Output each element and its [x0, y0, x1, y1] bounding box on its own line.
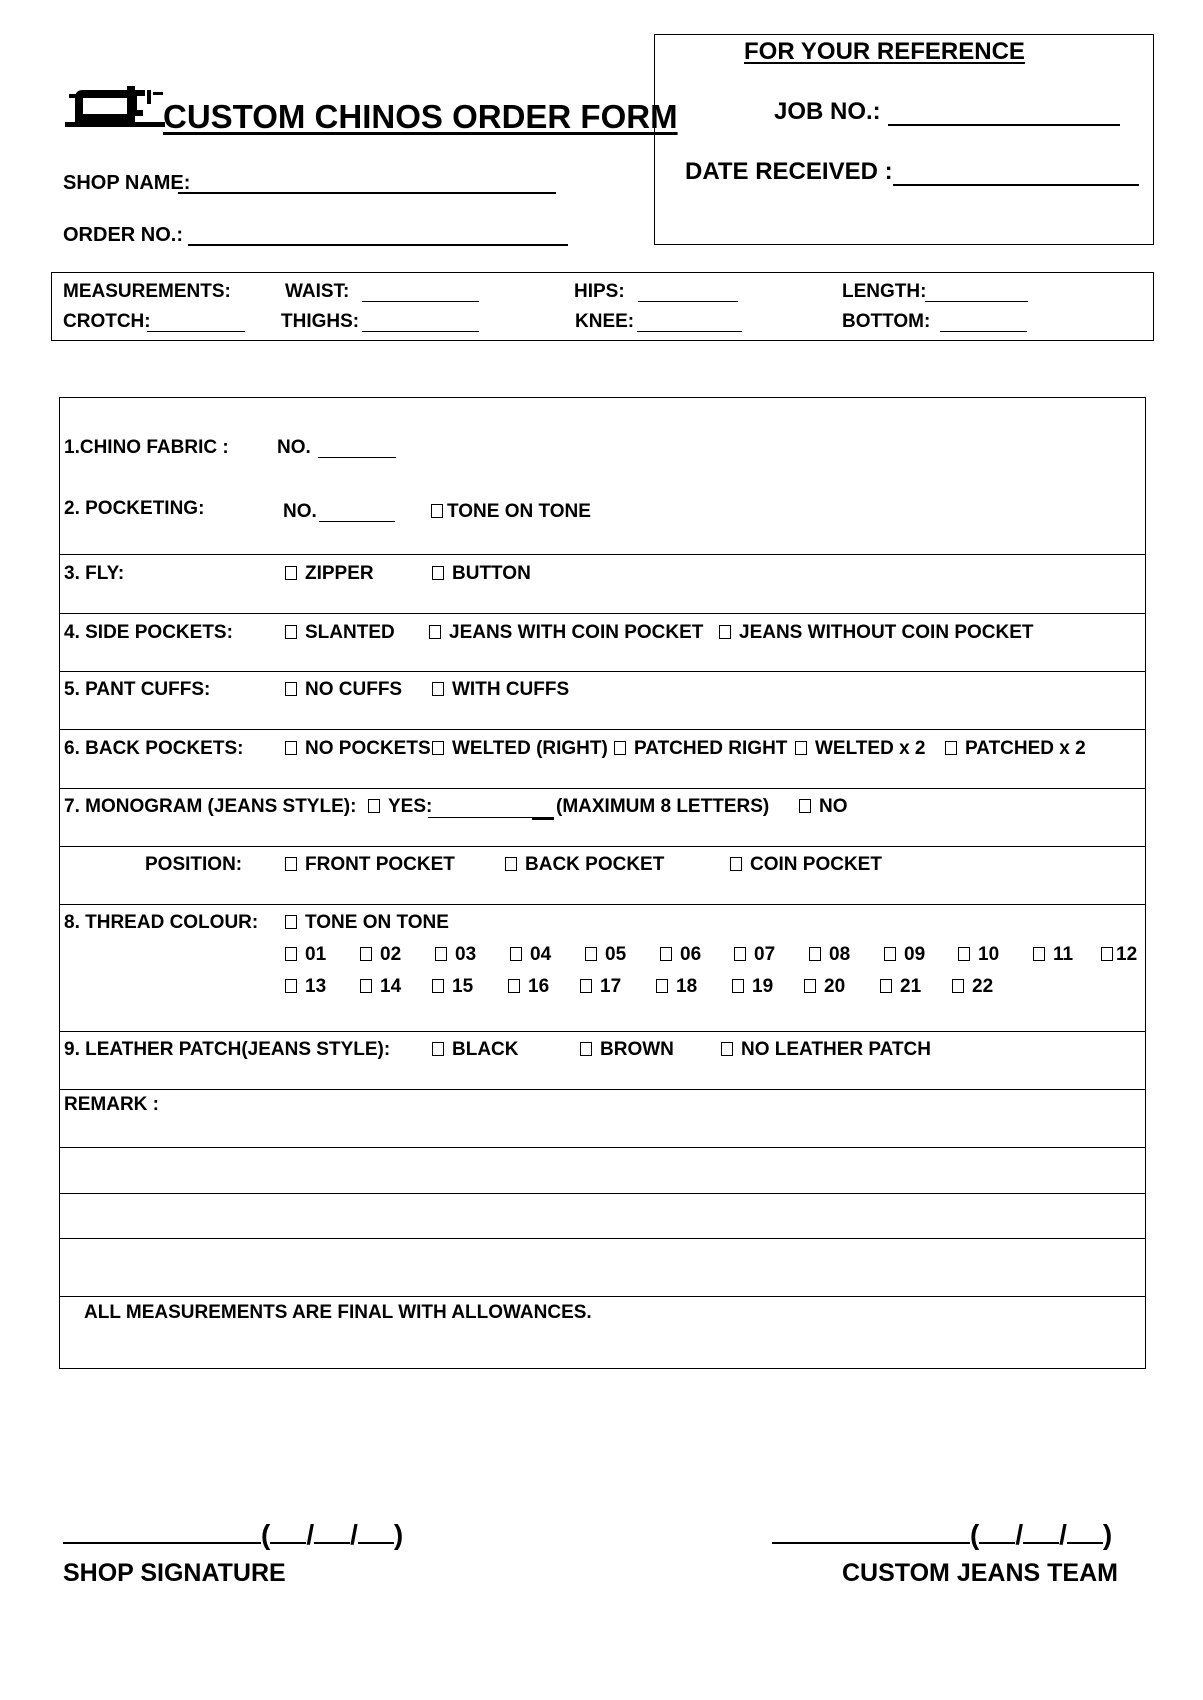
- knee-field[interactable]: [637, 331, 742, 332]
- team-signature-line[interactable]: ( / / ): [772, 1519, 1112, 1551]
- checkbox-icon: [795, 741, 807, 755]
- checkbox-icon: [508, 979, 520, 993]
- thread-11[interactable]: 11: [1033, 944, 1073, 966]
- fly-button-option[interactable]: BUTTON: [432, 563, 531, 585]
- remark-label: REMARK :: [64, 1094, 159, 1115]
- row-divider: [59, 788, 1145, 789]
- back-no-pockets-option[interactable]: NO POCKETS: [285, 738, 431, 760]
- row-divider: [59, 1089, 1145, 1090]
- checkbox-icon: [1033, 947, 1045, 961]
- thighs-field[interactable]: [362, 331, 479, 332]
- checkbox-icon: [435, 947, 447, 961]
- checkbox-icon: [432, 682, 444, 696]
- shop-name-field[interactable]: [178, 192, 556, 194]
- coin-pocket-option[interactable]: COIN POCKET: [730, 854, 882, 876]
- checkbox-icon: [952, 979, 964, 993]
- back-patched-right-option[interactable]: PATCHED RIGHT: [614, 738, 787, 760]
- checkbox-icon: [505, 857, 517, 871]
- pocketing-tone-option[interactable]: TONE ON TONE: [431, 501, 591, 523]
- checkbox-icon: [360, 979, 372, 993]
- fabric-no-field[interactable]: [318, 457, 396, 458]
- hips-field[interactable]: [638, 301, 738, 302]
- checkbox-icon: [432, 566, 444, 580]
- leather-brown-option[interactable]: BROWN: [580, 1039, 674, 1061]
- checkbox-icon: [585, 947, 597, 961]
- thread-05[interactable]: 05: [585, 944, 626, 966]
- no-leather-patch-option[interactable]: NO LEATHER PATCH: [721, 1039, 931, 1061]
- row-divider: [59, 613, 1145, 614]
- bottom-label: BOTTOM:: [842, 311, 931, 332]
- checkbox-icon: [580, 979, 592, 993]
- bottom-field[interactable]: [940, 331, 1027, 332]
- checkbox-icon: [945, 741, 957, 755]
- checkbox-icon: [429, 625, 441, 639]
- monogram-yes-option[interactable]: YES:: [368, 796, 432, 818]
- thread-18[interactable]: 18: [656, 976, 697, 998]
- side-jeans-coin-option[interactable]: JEANS WITH COIN POCKET: [429, 622, 703, 644]
- waist-field[interactable]: [362, 301, 479, 302]
- row-divider: [59, 554, 1145, 555]
- knee-label: KNEE:: [575, 311, 635, 332]
- order-no-field[interactable]: [188, 244, 568, 246]
- thread-03[interactable]: 03: [435, 944, 476, 966]
- with-cuffs-option[interactable]: WITH CUFFS: [432, 679, 569, 701]
- thread-15[interactable]: 15: [432, 976, 473, 998]
- row-divider: [59, 729, 1145, 730]
- row-divider: [59, 904, 1145, 905]
- checkbox-icon: [884, 947, 896, 961]
- order-no-label: ORDER NO.:: [63, 224, 183, 246]
- thread-12[interactable]: 12: [1101, 944, 1137, 966]
- checkbox-icon: [734, 947, 746, 961]
- thread-22[interactable]: 22: [952, 976, 993, 998]
- crotch-field[interactable]: [147, 331, 245, 332]
- back-welted-right-option[interactable]: WELTED (RIGHT): [432, 738, 608, 760]
- hips-label: HIPS:: [574, 281, 625, 302]
- thread-19[interactable]: 19: [732, 976, 773, 998]
- allowances-note: ALL MEASUREMENTS ARE FINAL WITH ALLOWANCES.: [84, 1302, 592, 1323]
- pocketing-no-field[interactable]: [319, 521, 395, 522]
- position-label: POSITION:: [145, 854, 243, 875]
- fly-zipper-option[interactable]: ZIPPER: [285, 563, 374, 585]
- sewing-machine-icon: [65, 80, 165, 130]
- date-received-field[interactable]: [893, 184, 1139, 186]
- checkbox-icon: [880, 979, 892, 993]
- side-pockets-label: 4. SIDE POCKETS:: [64, 622, 233, 643]
- team-signature-label: CUSTOM JEANS TEAM: [842, 1559, 1118, 1587]
- back-patched-x2-option[interactable]: PATCHED x 2: [945, 738, 1086, 760]
- checkbox-icon: [432, 741, 444, 755]
- checkbox-icon: [804, 979, 816, 993]
- shop-name-label: SHOP NAME:: [63, 172, 191, 194]
- form-title: CUSTOM CHINOS ORDER FORM: [163, 98, 678, 135]
- no-cuffs-option[interactable]: NO CUFFS: [285, 679, 402, 701]
- thread-07[interactable]: 07: [734, 944, 775, 966]
- checkbox-icon: [285, 947, 297, 961]
- row-divider: [59, 671, 1145, 672]
- length-field[interactable]: [925, 301, 1028, 302]
- front-pocket-option[interactable]: FRONT POCKET: [285, 854, 455, 876]
- thread-colour-label: 8. THREAD COLOUR:: [64, 912, 259, 933]
- checkbox-icon: [958, 947, 970, 961]
- leather-black-option[interactable]: BLACK: [432, 1039, 519, 1061]
- job-no-label: JOB NO.:: [774, 98, 881, 125]
- date-received-label: DATE RECEIVED :: [685, 158, 893, 185]
- thread-16[interactable]: 16: [508, 976, 549, 998]
- thread-13[interactable]: 13: [285, 976, 326, 998]
- checkbox-icon: [368, 799, 380, 813]
- side-slanted-option[interactable]: SLANTED: [285, 622, 395, 644]
- checkbox-icon: [614, 741, 626, 755]
- checkbox-icon: [285, 915, 297, 929]
- checkbox-icon: [1101, 947, 1113, 961]
- thread-09[interactable]: 09: [884, 944, 925, 966]
- back-welted-x2-option[interactable]: WELTED x 2: [795, 738, 926, 760]
- thread-01[interactable]: 01: [285, 944, 326, 966]
- checkbox-icon: [285, 625, 297, 639]
- leather-patch-label: 9. LEATHER PATCH(JEANS STYLE):: [64, 1039, 391, 1060]
- checkbox-icon: [285, 979, 297, 993]
- checkbox-icon: [431, 504, 443, 518]
- monogram-no-option[interactable]: NO: [799, 796, 848, 818]
- checkbox-icon: [721, 1042, 733, 1056]
- side-jeans-nocoin-option[interactable]: JEANS WITHOUT COIN POCKET: [719, 622, 1034, 644]
- checkbox-icon: [799, 799, 811, 813]
- thread-10[interactable]: 10: [958, 944, 999, 966]
- back-pockets-label: 6. BACK POCKETS:: [64, 738, 244, 759]
- thread-14[interactable]: 14: [360, 976, 401, 998]
- thread-06[interactable]: 06: [660, 944, 701, 966]
- checkbox-icon: [510, 947, 522, 961]
- checkbox-icon: [285, 741, 297, 755]
- back-pocket-option[interactable]: BACK POCKET: [505, 854, 664, 876]
- checkbox-icon: [285, 682, 297, 696]
- checkbox-icon: [285, 566, 297, 580]
- thread-02[interactable]: 02: [360, 944, 401, 966]
- shop-signature-label: SHOP SIGNATURE: [63, 1559, 286, 1587]
- fly-label: 3. FLY:: [64, 563, 125, 584]
- checkbox-icon: [432, 979, 444, 993]
- checkbox-icon: [432, 1042, 444, 1056]
- checkbox-icon: [656, 979, 668, 993]
- checkbox-icon: [809, 947, 821, 961]
- fabric-label: 1.CHINO FABRIC :: [64, 437, 229, 458]
- checkbox-icon: [360, 947, 372, 961]
- thighs-label: THIGHS:: [281, 311, 360, 332]
- thread-17[interactable]: 17: [580, 976, 621, 998]
- length-label: LENGTH:: [842, 281, 927, 302]
- thread-04[interactable]: 04: [510, 944, 551, 966]
- thread-20[interactable]: 20: [804, 976, 845, 998]
- row-divider: [59, 1031, 1145, 1032]
- thread-08[interactable]: 08: [809, 944, 850, 966]
- checkbox-icon: [719, 625, 731, 639]
- checkbox-icon: [660, 947, 672, 961]
- remark-field[interactable]: [60, 1140, 1144, 1290]
- row-divider: [59, 1296, 1145, 1297]
- checkbox-icon: [732, 979, 744, 993]
- waist-label: WAIST:: [285, 281, 350, 302]
- checkbox-icon: [580, 1042, 592, 1056]
- row-divider: [59, 846, 1145, 847]
- pocketing-no-label: NO.: [283, 501, 317, 522]
- shop-signature-line[interactable]: ( / / ): [63, 1519, 403, 1551]
- monogram-max-note: (MAXIMUM 8 LETTERS): [556, 796, 770, 817]
- fabric-no-label: NO.: [277, 437, 311, 458]
- checkbox-icon: [285, 857, 297, 871]
- pant-cuffs-label: 5. PANT CUFFS:: [64, 679, 211, 700]
- monogram-label: 7. MONOGRAM (JEANS STYLE):: [64, 796, 357, 817]
- checkbox-icon: [730, 857, 742, 871]
- thread-21[interactable]: 21: [880, 976, 921, 998]
- measurements-label: MEASUREMENTS:: [63, 281, 231, 302]
- pocketing-label: 2. POCKETING:: [64, 498, 205, 519]
- reference-title: FOR YOUR REFERENCE: [744, 38, 1025, 65]
- job-no-field[interactable]: [888, 124, 1120, 126]
- thread-tone-option[interactable]: TONE ON TONE: [285, 912, 449, 934]
- crotch-label: CROTCH:: [63, 311, 151, 332]
